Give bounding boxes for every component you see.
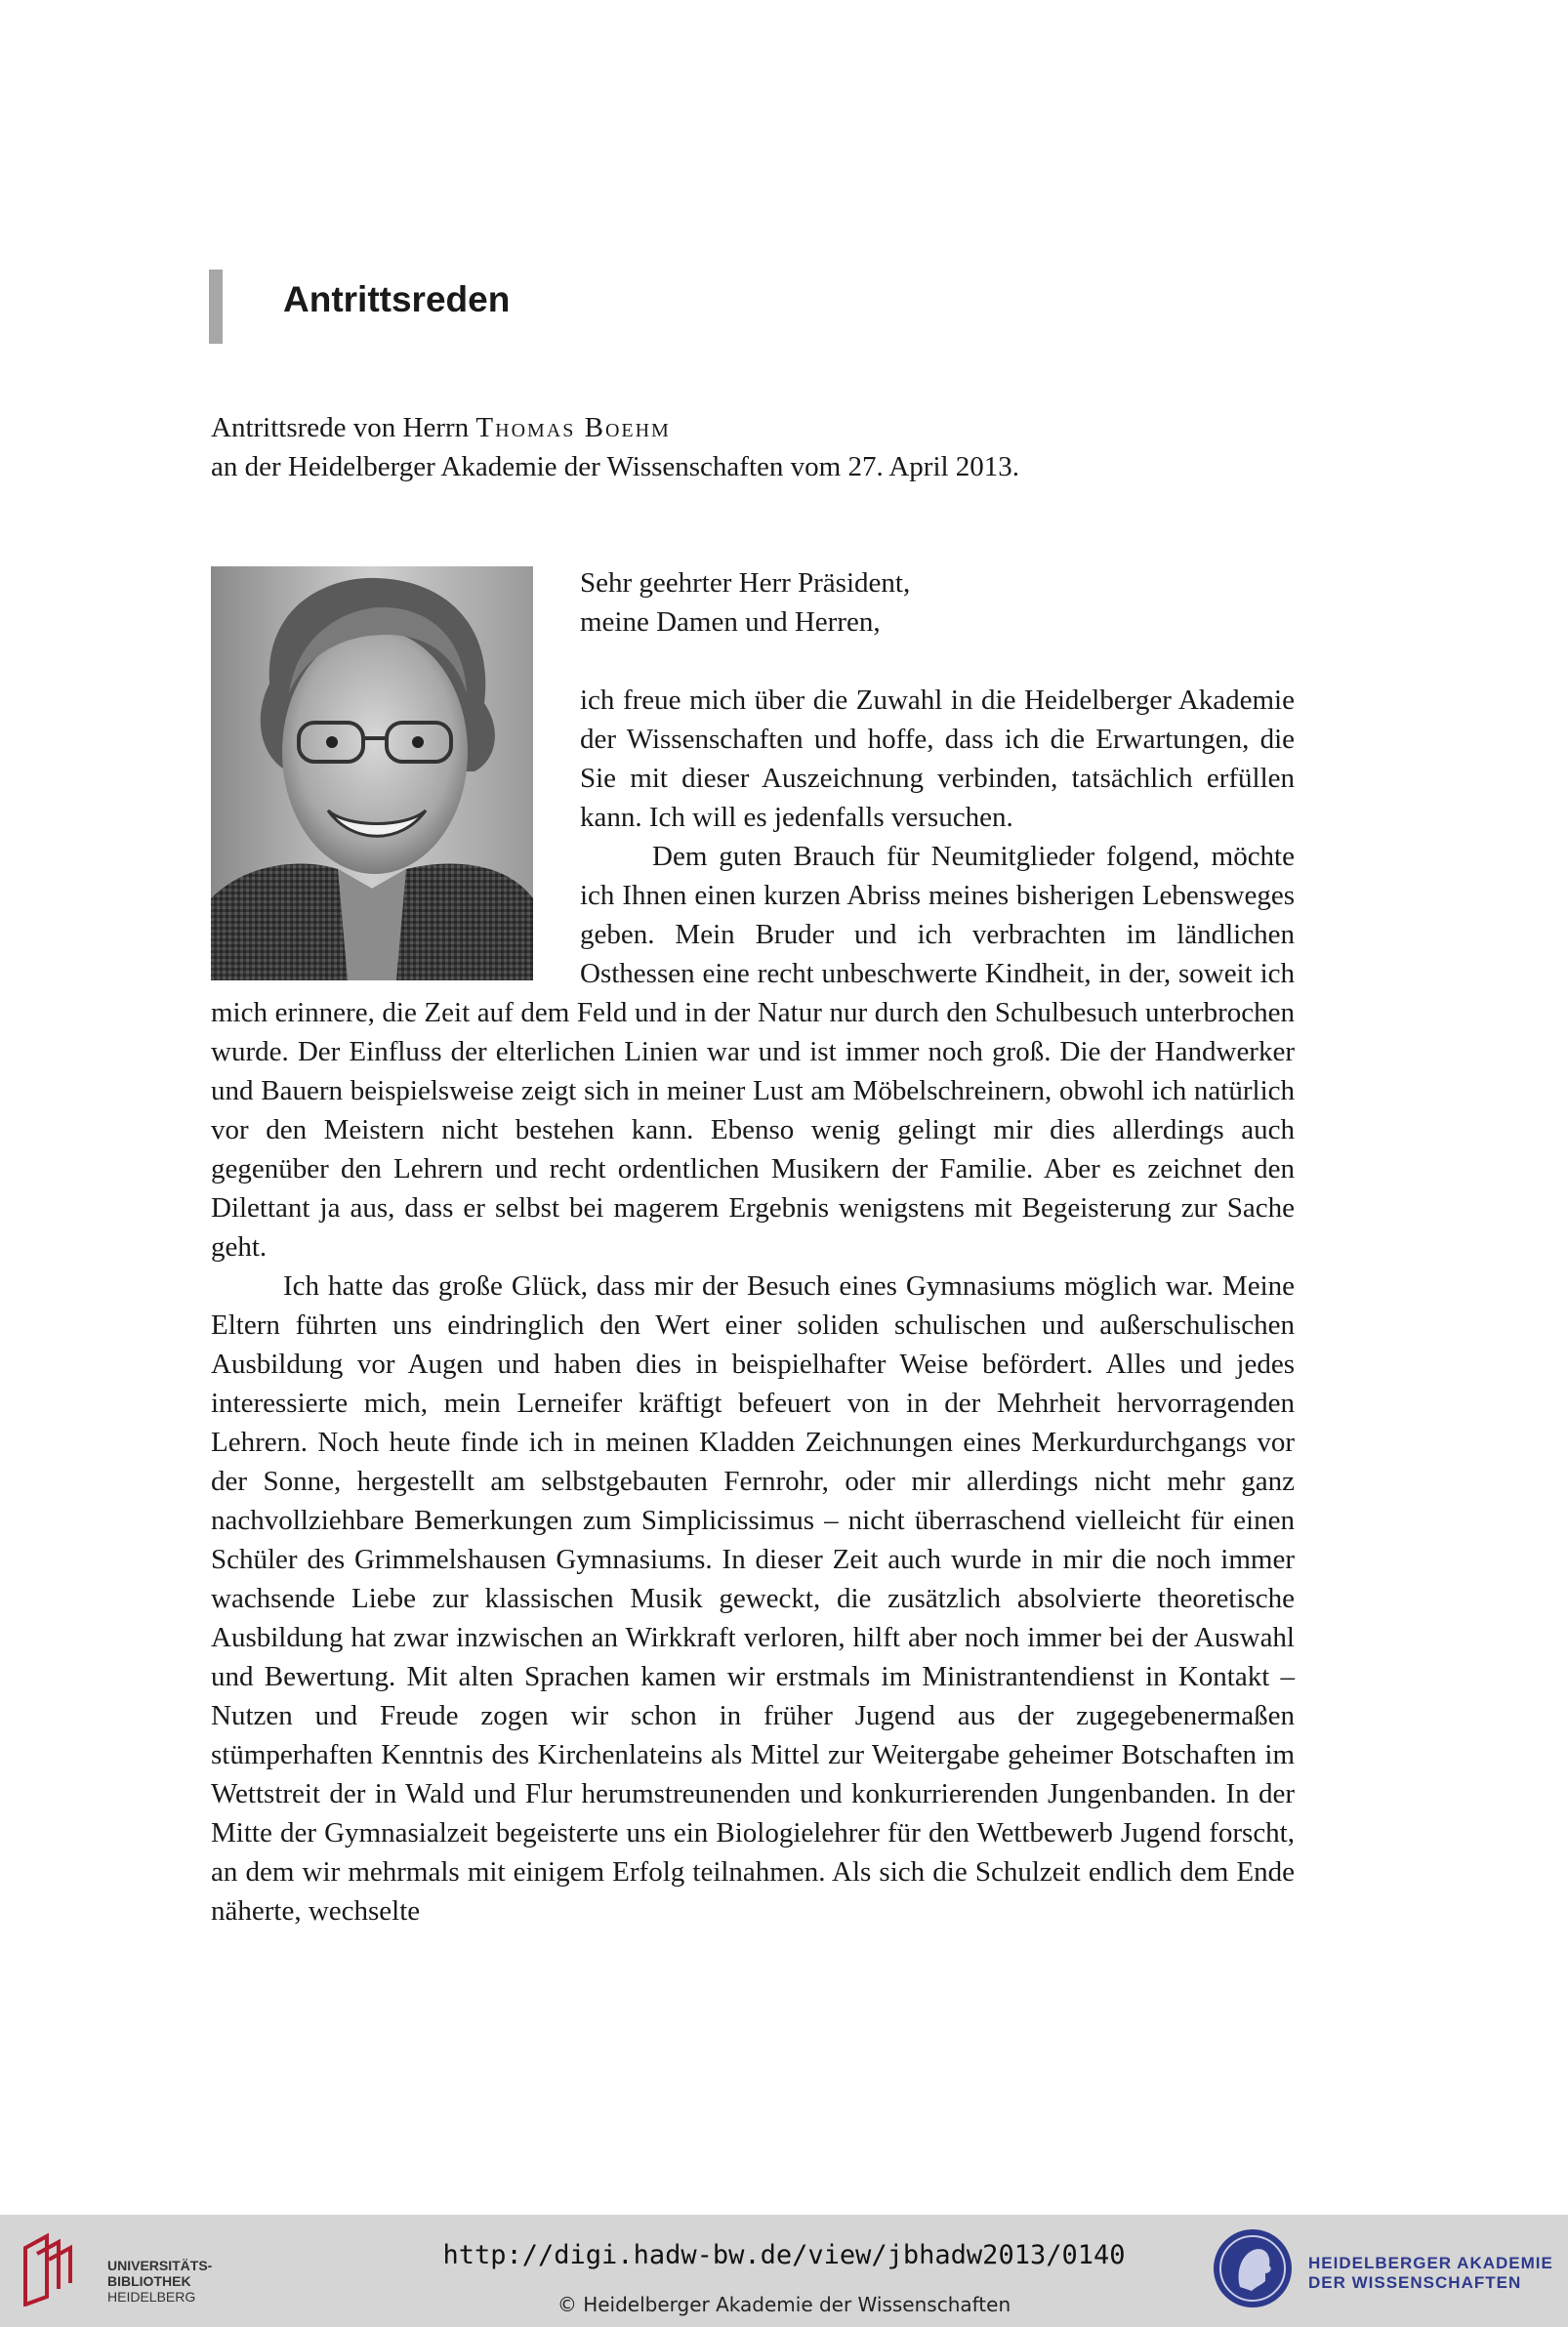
ub-line-2: BIBLIOTHEK: [107, 2273, 191, 2289]
hadw-line-1: HEIDELBERGER AKADEMIE: [1308, 2254, 1553, 2272]
paragraph-1: ich freue mich über die Zuwahl in die Heidelberger Akademie der Wissenschaften und hoffe, dass ich die Erwartungen, die Sie mit dieser Auszeichnung verbinden, tatsächlich erfüllen kann. Ich will es jedenfalls versuchen.: [580, 685, 1295, 833]
speech-body: [211, 563, 1295, 1931]
section-heading: Antrittsreden: [283, 279, 511, 319]
hadw-logo-text: [1308, 2254, 1553, 2293]
hadw-seal-logo[interactable]: [1211, 2226, 1295, 2310]
paragraph-3: Ich hatte das große Glück, dass mir der Besuch eines Gymnasiums möglich war. Meine Eltern führten uns eindringlich den Wert einer soliden schulischen und außerschulischen Ausbildung vor Augen und haben dies in beispielhafter Weise befördert. Alles und jedes interessierte mich, mein Lerneifer kräftigt befeuert von in der Mehrheit hervorragenden Lehrern. Noch heute finde ich in meinen Kladden Zeichnungen eines Merkurdurchgangs vor der Sonne, hergestellt am selbstgebauten Fernrohr, oder mir allerdings nicht mehr ganz nachvollziehbare Bemerkungen zum Simplicissimus – nicht überraschend vielleicht für einen Schüler des Grimmelshausen Gymnasiums. In dieser Zeit auch wurde in mir die noch immer wachsende Liebe zur klassischen Musik geweckt, die zusätzlich absolvierte theoretische Ausbildung hat zwar inzwischen an Wirkkraft verloren, hilft aber noch immer bei der Auswahl und Bewertung. Mit alten Sprachen kamen wir erstmals im Ministrantendienst in Kontakt – Nutzen und Freude zogen wir schon in früher Jugend aus der zugegebenermaßen stümperhaften Kenntnis des Kirchenlateins als Mittel zur Weitergabe geheimer Botschaften im Wettstreit der in Wald und Flur herumstreunenden und konkurrierenden Jungenbanden. In der Mitte der Gymnasialzeit begeisterte uns ein Biologielehrer für den Wettbewerb Jugend forscht, an dem wir mehrmals mit einigem Erfolg teilnahmen. Als sich die Schulzeit endlich dem Ende näherte, wechselte: [211, 1270, 1295, 1927]
copyright-notice: © Heidelberger Akademie der Wissenschaften: [557, 2293, 1011, 2316]
intro-line-2: an der Heidelberger Akademie der Wissenschaften vom 27. April 2013.: [211, 451, 1020, 482]
footer-bar: [0, 2215, 1568, 2327]
speaker-name: Thomas Boehm: [475, 412, 671, 443]
salutation-line-1: Sehr geehrter Herr Präsident,: [580, 567, 911, 599]
hadw-seal-icon: [1211, 2226, 1295, 2310]
speech-intro: [211, 408, 1295, 486]
portrait-float-spacer: [211, 563, 580, 979]
intro-line-1: [211, 408, 1295, 447]
hadw-line-2: DER WISSENSCHAFTEN: [1308, 2273, 1522, 2292]
ub-line-3: HEIDELBERG: [107, 2289, 196, 2305]
permalink-url[interactable]: http://digi.hadw-bw.de/view/jbhadw2013/0140: [442, 2240, 1126, 2270]
ub-line-1: UNIVERSITÄTS-: [107, 2258, 213, 2273]
salutation-line-2: meine Damen und Herren,: [580, 606, 881, 638]
heading-accent-bar: [209, 270, 223, 344]
intro-prefix: Antrittsrede von Herrn: [211, 412, 470, 443]
paragraph-2: Dem guten Brauch für Neumitglieder folgend, möchte ich Ihnen einen kurzen Abriss meines bisherigen Lebensweges geben. Mein Bruder und ich verbrachten im ländlichen Osthessen eine recht unbeschwerte Kindheit, in der, soweit ich mich erinnere, die Zeit auf dem Feld und in der Natur nur durch den Schulbesuch unterbrochen wurde. Der Einfluss der elterlichen Linien war und ist immer noch groß. Die der Handwerker und Bauern beispielsweise zeigt sich in meiner Lust am Möbelschreinern, obwohl ich natürlich vor den Meistern nicht bestehen kann. Ebenso wenig gelingt mir dies allerdings auch gegenüber den Lehrern und recht ordentlichen Musikern der Familie. Aber es zeichnet den Dilettant ja aus, dass er selbst bei magerem Ergebnis wenigstens mit Begeisterung zur Sache geht.: [211, 841, 1295, 1263]
